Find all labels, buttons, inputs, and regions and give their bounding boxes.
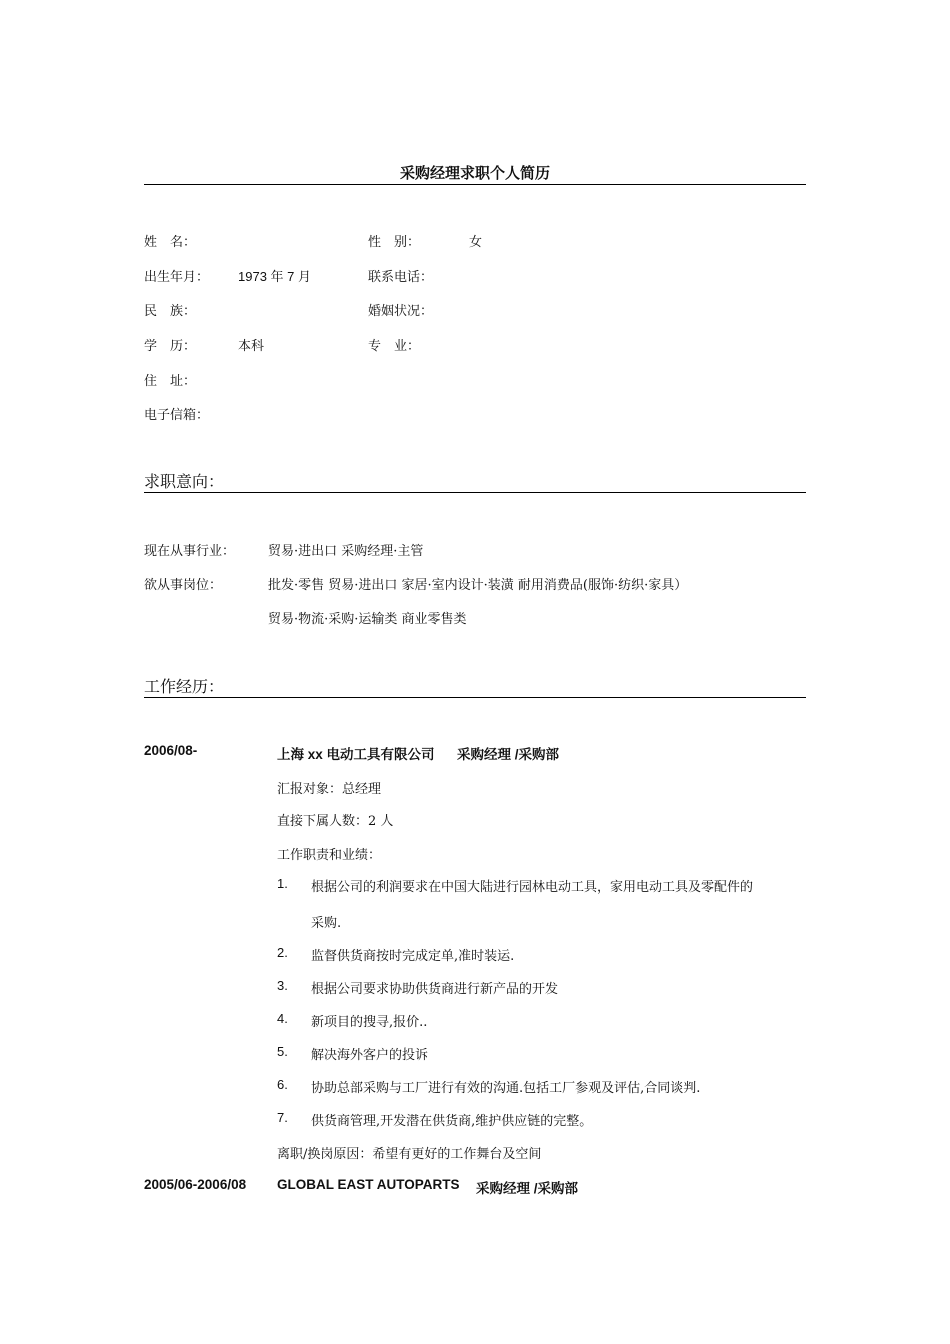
job-period: 2006/08-	[144, 743, 198, 758]
birth-label: 出生年月：	[144, 270, 210, 285]
duty-number: 6.	[277, 1077, 288, 1092]
job-company: GLOBAL EAST AUTOPARTS	[277, 1177, 460, 1192]
desired-position-label: 欲从事岗位：	[144, 578, 223, 593]
duty-text: 根据公司要求协助供货商进行新产品的开发	[311, 982, 559, 997]
name-label: 姓 名：	[144, 235, 197, 250]
page-title: 采购经理求职个人简历	[399, 164, 550, 182]
work-divider	[144, 697, 806, 698]
duty-text: 监督供货商按时完成定单,准时装运.	[311, 949, 515, 964]
duty-text: 协助总部采购与工厂进行有效的沟通.包括工厂参观及评估,合同谈判.	[311, 1081, 701, 1096]
duty-text: 解决海外客户的投诉	[311, 1048, 429, 1063]
work-heading: 工作经历：	[144, 677, 225, 696]
ethnicity-label: 民 族：	[144, 304, 197, 319]
duty-number: 5.	[277, 1044, 288, 1059]
gender-label: 性 别：	[368, 235, 421, 250]
birth-value: 1973 年 7 月	[238, 269, 311, 284]
job-position: 采购经理 /采购部	[476, 1181, 579, 1196]
phone-label: 联系电话：	[368, 270, 434, 285]
desired-position-line1: 批发·零售 贸易·进出口 家居·室内设计·装潢 耐用消费品(服饰·纺织·家具）	[268, 578, 688, 593]
education-value: 本科	[238, 339, 265, 354]
current-industry-label: 现在从事行业：	[144, 544, 236, 559]
duty-number: 2.	[277, 945, 288, 960]
duty-text-continued: 采购.	[311, 916, 342, 931]
duty-number: 3.	[277, 978, 288, 993]
duty-number: 4.	[277, 1011, 288, 1026]
address-label: 住 址：	[144, 374, 197, 389]
intent-heading: 求职意向：	[144, 472, 225, 491]
job-position: 采购经理 /采购部	[457, 747, 560, 762]
education-label: 学 历：	[144, 339, 197, 354]
job-company: 上海 xx 电动工具有限公司	[277, 747, 435, 762]
job-period: 2005/06-2006/08	[144, 1177, 247, 1192]
major-label: 专 业：	[368, 339, 421, 354]
marital-label: 婚姻状况：	[368, 304, 434, 319]
gender-value: 女	[469, 235, 483, 250]
title-divider	[144, 184, 806, 185]
job-leave-reason: 离职/换岗原因：希望有更好的工作舞台及空间	[277, 1147, 542, 1162]
job-report-to: 汇报对象：总经理	[277, 782, 382, 797]
duty-text: 供货商管理,开发潜在供货商,维护供应链的完整。	[311, 1114, 593, 1129]
duty-number: 7.	[277, 1110, 288, 1125]
job-duties-label: 工作职责和业绩：	[277, 848, 382, 863]
duty-number: 1.	[277, 876, 288, 891]
duty-text: 新项目的搜寻,报价..	[311, 1015, 428, 1030]
intent-divider	[144, 492, 806, 493]
desired-position-line2: 贸易·物流·采购·运输类 商业零售类	[268, 612, 467, 627]
job-subordinates: 直接下属人数：2 人	[277, 814, 394, 829]
current-industry-value: 贸易·进出口 采购经理·主管	[268, 544, 424, 559]
duty-text: 根据公司的利润要求在中国大陆进行园林电动工具，家用电动工具及零配件的	[311, 880, 754, 895]
email-label: 电子信箱：	[144, 408, 210, 423]
